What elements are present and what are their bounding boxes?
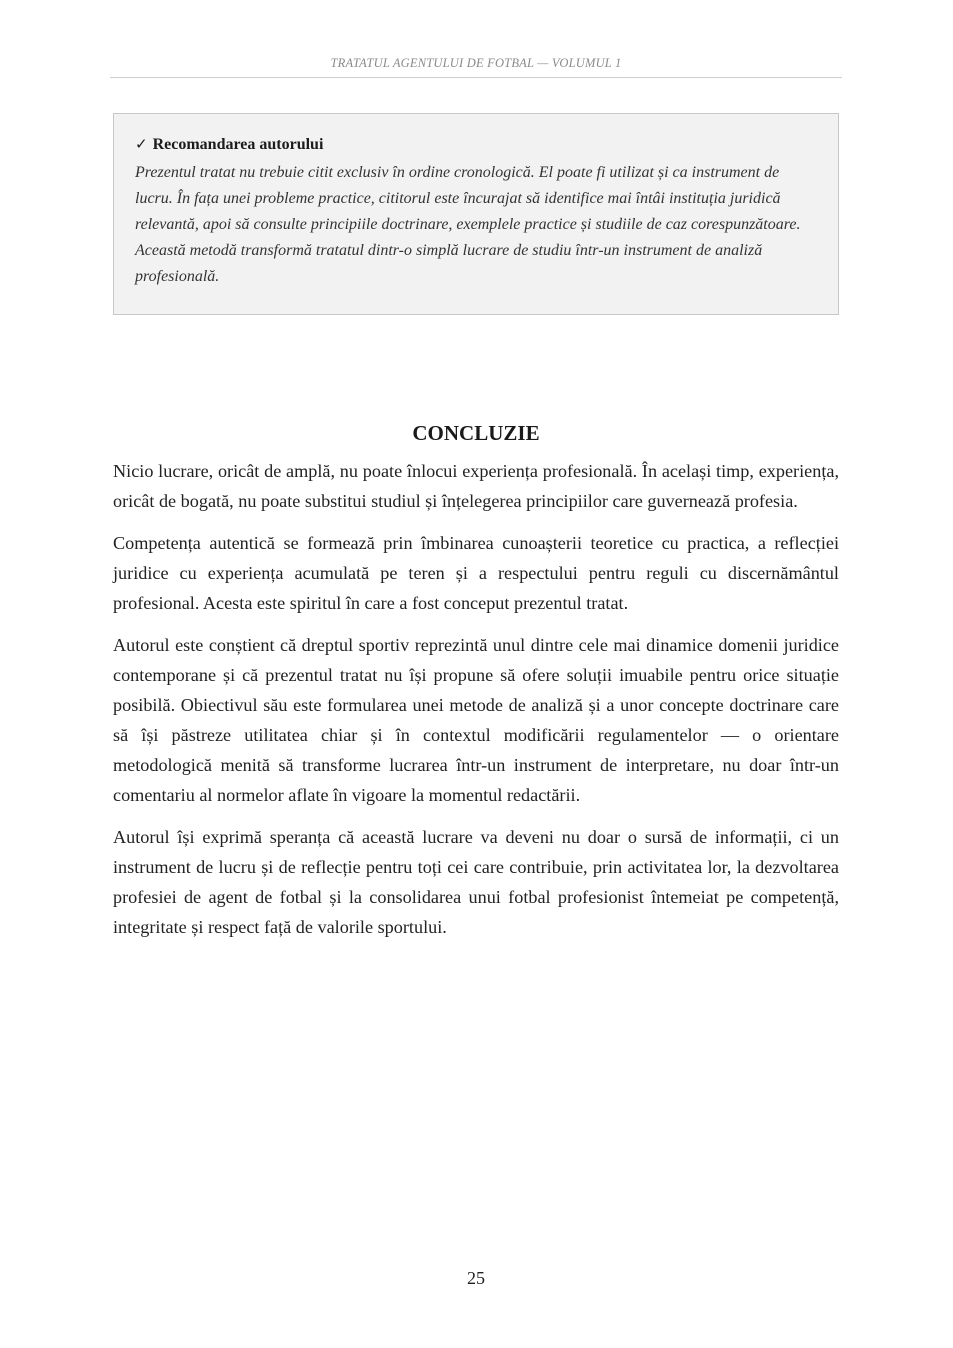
paragraph: Nicio lucrare, oricât de amplă, nu poate înlocui experiența profesională. În același timp, experiența, oricât de bogată, nu poate substitui studiul și înțelegerea principiilor care guvernează profesia. <box>113 461 839 511</box>
paragraph: Autorul își exprimă speranța că această lucrare va deveni nu doar o sursă de informații, ci un instrument de lucru și de reflecție pentru toți cei care contribuie, prin activitatea lor, la dezvoltarea profesiei de agent de fotbal și la consolidarea unui fotbal profesionist întemeiat pe competență, integritate și respect față de valorile sportului. <box>113 827 839 937</box>
checkmark-icon: ✓ <box>135 135 148 153</box>
running-header: TRATATUL AGENTULUI DE FOTBAL — VOLUMUL 1 <box>330 56 622 70</box>
header-divider <box>110 77 842 78</box>
callout-text: Prezentul tratat nu trebuie citit exclusiv în ordine cronologică. El poate fi utilizat și ca instrument de lucru. În fața unei probleme practice, cititorul este încurajat să identifice mai întâi instituția juridică relevantă, apoi să consulte principiile doctrinare, exemplele practice și studiile de caz corespunzătoare. Această metodă transformă tratatul dintr-o simplă lucrare de studiu într-un instrument de analiză profesională. <box>135 164 801 285</box>
callout-title: Recomandarea autorului <box>152 136 324 153</box>
page-number: 25 <box>467 1268 485 1288</box>
callout-heading <box>135 134 817 155</box>
body-text <box>113 456 839 954</box>
paragraph: Competența autentică se formează prin îmbinarea cunoașterii teoretice cu practica, a reflecției juridice cu experiența acumulată pe teren și a respectului pentru reguli cu discernământul profesional. Acesta este spiritul în care a fost conceput prezentul tratat. <box>113 533 839 613</box>
paragraph: Autorul este conștient că dreptul sportiv reprezintă unul dintre cele mai dinamice domenii juridice contemporane și că prezentul tratat nu își propune să ofere soluții imuabile pentru orice situație posibilă. Obiectivul său este formularea unei metode de analiză și a unor concepte doctrinare care să își păstreze utilitatea chiar și în contextul modificării regulamentelor — o orientare metodologică menită să transforme lucrarea într-un instrument de interpretare, nu doar într-un comentariu al normelor aflate în vigoare la momentul redactării. <box>113 635 839 805</box>
author-recommendation-box <box>113 113 839 315</box>
section-title: CONCLUZIE <box>412 421 540 445</box>
